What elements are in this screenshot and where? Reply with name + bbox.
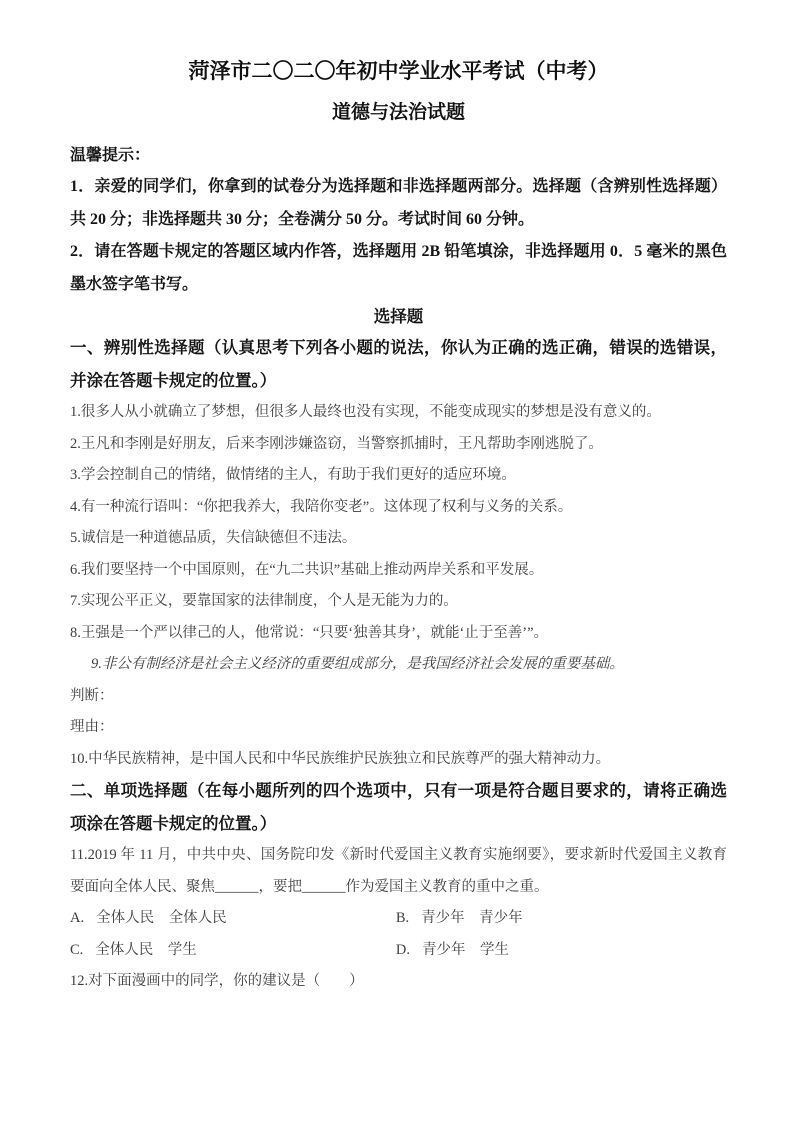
question-6: 6.我们要坚持一个中国原则，在“九二共识”基础上推动两岸关系和平发展。 [70,561,544,578]
question-12: 12.对下面漫画中的同学，你的建议是（ ） [70,973,364,989]
q11-option-b [396,903,523,935]
q11-option-a [70,903,396,935]
q11-option-c-text: 全体人民 学生 [95,941,197,958]
exam-subtitle: 道德与法治试题 [331,102,465,123]
q11-option-d [396,935,509,967]
q11-option-d-label: D. [395,941,410,958]
question-11: 11.2019 年 11 月，中共中央、国务院印发《新时代爱国主义教育实施纲要》，要求新时代爱国主义教育要面向全体人民、聚焦______，要把______作为爱国主义教育的重中之重。 [70,847,727,895]
q11-option-a-label: A. [70,910,85,926]
question-1: 1.很多人从小就确立了梦想，但很多人最终也没有实现，不能变成现实的梦想是没有意义的。 [70,404,661,420]
exam-title: 菏泽市二〇二〇年初中学业水平考试（中考） [188,59,609,83]
question-8: 8.王强是一个严以律己的人，他常说：“只要‘独善其身’，就能‘止于至善’”。 [70,624,549,641]
q11-option-c-label: C. [70,941,84,958]
q11-options-row-2 [70,935,727,967]
q11-option-c [70,935,396,967]
q11-option-b-label: B. [395,910,410,926]
q11-option-d-text: 青少年 学生 [421,941,509,958]
question-4: 4.有一种流行语叫：“你把我养大，我陪你变老”。这体现了权利与义务的关系。 [70,498,573,515]
section2-heading: 二、单项选择题（在每小题所列的四个选项中，只有一项是符合题目要求的，请将正确选项涂在答题卡规定的位置。） [70,781,727,833]
section1-heading: 一、辨别性选择题（认真思考下列各小题的说法，你认为正确的选正确，错误的选错误，并涂在答题卡规定的位置。） [70,338,727,390]
reason-label: 理由： [70,719,114,735]
question-10: 10.中华民族精神，是中国人民和中华民族维护民族独立和民族尊严的强大精神动力。 [70,750,611,767]
notice-item-2: 2．请在答题卡规定的答题区域内作答，选择题用 2B 铅笔填涂，非选择题用 0．5 毫米的黑色墨水签字笔书写。 [70,243,727,293]
q11-options-row-1 [70,903,727,935]
question-3: 3.学会控制自己的情绪，做情绪的主人，有助于我们更好的适应环境。 [70,467,516,483]
question-2: 2.王凡和李刚是好朋友，后来李刚涉嫌盗窃，当警察抓捕时，王凡帮助李刚逃脱了。 [70,435,603,452]
q11-option-b-text: 青少年 青少年 [421,910,523,926]
judge-label: 判断： [70,687,114,704]
notice-heading: 温馨提示： [70,147,151,164]
question-7: 7.实现公平正义，要靠国家的法律制度，个人是无能为力的。 [70,593,458,609]
choice-section-heading: 选择题 [373,307,424,326]
question-5: 5.诚信是一种道德品质，失信缺德但不违法。 [70,530,357,546]
question-9: 9.非公有制经济是社会主义经济的重要组成部分，是我国经济社会发展的重要基础。 [91,656,624,672]
q11-option-a-text: 全体人民 全体人民 [96,910,227,926]
notice-item-1: 1．亲爱的同学们，你拿到的试卷分为选择题和非选择题两部分。选择题（含辨别性选择题）共 20 分；非选择题共 30 分；全卷满分 50 分。考试时间 60 分钟。 [70,178,727,228]
